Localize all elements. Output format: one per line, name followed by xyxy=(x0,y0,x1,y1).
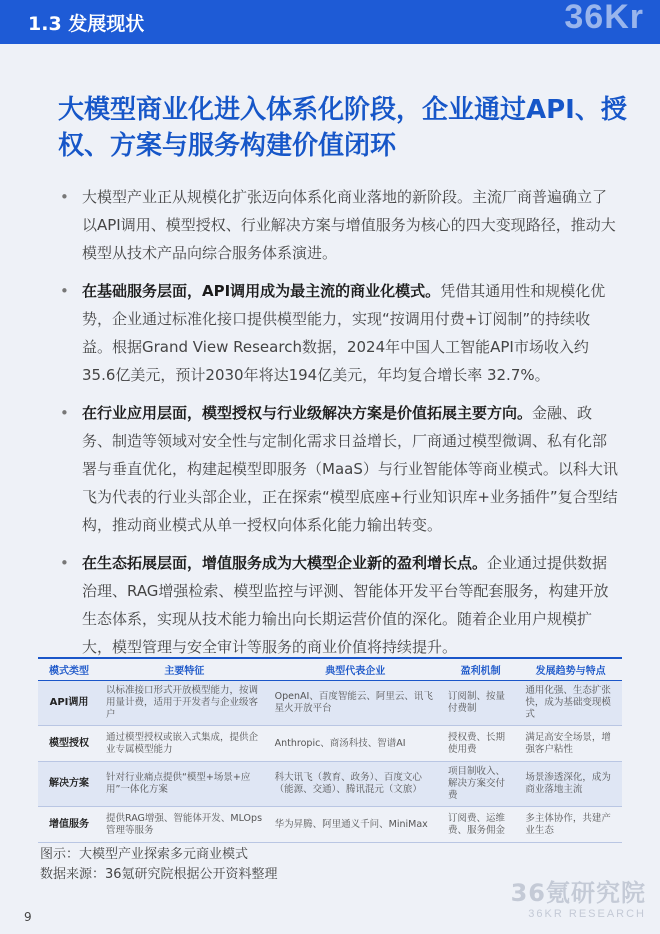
column-header: 盈利机制 xyxy=(442,658,519,681)
table-cell: 以标准接口形式开放模型能力，按调用量计费，适用于开发者与企业级客户 xyxy=(100,681,269,726)
table-cell: 提供RAG增强、智能体开发、MLOps管理等服务 xyxy=(100,807,269,843)
figure-title: 图示：大模型产业探索多元商业模式 xyxy=(40,847,249,862)
bullet-item xyxy=(60,183,620,267)
logo-36kr: 36Kr xyxy=(564,0,644,36)
bullet-item xyxy=(60,399,620,539)
table-cell: 解决方案 xyxy=(38,762,100,807)
bullet-text: 大模型产业正从规模化扩张迈向体系化商业落地的新阶段。主流厂商普遍确立了以API调用、模型授权、行业解决方案与增值服务为核心的四大变现路径，推动大模型从技术产品向综合服务体系演进。 xyxy=(82,188,616,262)
table-cell: 华为昇腾、阿里通义千问、MiniMax xyxy=(269,807,442,843)
table-cell: 订阅费、运维费、服务佣金 xyxy=(442,807,519,843)
table-row xyxy=(38,681,622,726)
table-cell: 场景渗透深化，成为商业落地主流 xyxy=(519,762,622,807)
watermark-sub: 36KR RESEARCH xyxy=(528,908,646,920)
watermark-logo xyxy=(511,873,646,920)
bullet-item xyxy=(60,549,620,661)
table-cell: 模型授权 xyxy=(38,726,100,762)
data-source: 数据来源：36氪研究院根据公开资料整理 xyxy=(40,867,278,882)
figure-caption xyxy=(40,845,278,885)
watermark-main: 36氪研究院 xyxy=(510,879,646,907)
table-cell: 增值服务 xyxy=(38,807,100,843)
table-header-row xyxy=(38,658,622,681)
bullet-dot-icon: • xyxy=(60,554,69,572)
table-cell: 订阅制、按量付费制 xyxy=(442,681,519,726)
table-cell: 通过模型授权或嵌入式集成，提供企业专属模型能力 xyxy=(100,726,269,762)
table-row xyxy=(38,807,622,843)
bullet-text: 企业通过提供数据治理、RAG增强检索、模型监控与评测、智能体开发平台等配套服务，构建开放生态体系，实现从技术能力输出向长期运营价值的深化。随着企业用户规模扩大，模型管理与安全审计等服务的商业价值将持续提升。 xyxy=(82,554,609,656)
header-bar xyxy=(0,0,660,44)
table-cell: 通用化强、生态扩张快，成为基础变现模式 xyxy=(519,681,622,726)
table-cell: 科大讯飞（教育、政务）、百度文心（能源、交通）、腾讯混元（文旅） xyxy=(269,762,442,807)
table-row xyxy=(38,726,622,762)
table-cell: 多主体协作，共建产业生态 xyxy=(519,807,622,843)
table-row xyxy=(38,762,622,807)
page-number: 9 xyxy=(24,910,32,924)
table-cell: OpenAI、百度智能云、阿里云、讯飞星火开放平台 xyxy=(269,681,442,726)
bullet-lead: 在生态拓展层面，增值服务成为大模型企业新的盈利增长点。 xyxy=(82,554,488,572)
table-cell: API调用 xyxy=(38,681,100,726)
table-cell: 满足高安全场景，增强客户粘性 xyxy=(519,726,622,762)
business-model-table xyxy=(38,657,622,843)
bullet-dot-icon: • xyxy=(60,282,69,300)
bullet-dot-icon: • xyxy=(60,188,69,206)
bullet-lead: 在行业应用层面，模型授权与行业级解决方案是价值拓展主要方向。 xyxy=(82,404,533,422)
table-cell: 针对行业痛点提供“模型+场景+应用”一体化方案 xyxy=(100,762,269,807)
column-header: 发展趋势与特点 xyxy=(519,658,622,681)
page-headline: 大模型商业化进入体系化阶段，企业通过API、授权、方案与服务构建价值闭环 xyxy=(58,95,627,161)
column-header: 模式类型 xyxy=(38,658,100,681)
table-cell: 授权费、长期使用费 xyxy=(442,726,519,762)
column-header: 典型代表企业 xyxy=(269,658,442,681)
column-header: 主要特征 xyxy=(100,658,269,681)
bullet-dot-icon: • xyxy=(60,404,69,422)
table-cell: 项目制收入、解决方案交付费 xyxy=(442,762,519,807)
bullet-text: 金融、政务、制造等领域对安全性与定制化需求日益增长，厂商通过模型微调、私有化部署与垂直优化，构建起模型即服务（MaaS）与行业智能体等商业模式。以科大讯飞为代表的行业头部企业，正在探索“模型底座+行业知识库+业务插件”复合型结构，推动商业模式从单一授权向体系化能力输出转变。 xyxy=(82,404,618,534)
table-cell: Anthropic、商汤科技、智谱AI xyxy=(269,726,442,762)
bullet-lead: 在基础服务层面，API调用成为最主流的商业化模式。 xyxy=(82,282,441,300)
bullet-text: 凭借其通用性和规模化优势，企业通过标准化接口提供模型能力，实现“按调用付费+订阅制”的持续收益。根据Grand View Research数据，2024年中国人工智能API市场收入约35.6亿美元，预计2030年将达194亿美元，年均复合增长率 32.7%。 xyxy=(82,282,606,384)
section-title: 1.3 发展现状 xyxy=(28,13,145,35)
bullet-list xyxy=(60,183,620,671)
bullet-item xyxy=(60,277,620,389)
